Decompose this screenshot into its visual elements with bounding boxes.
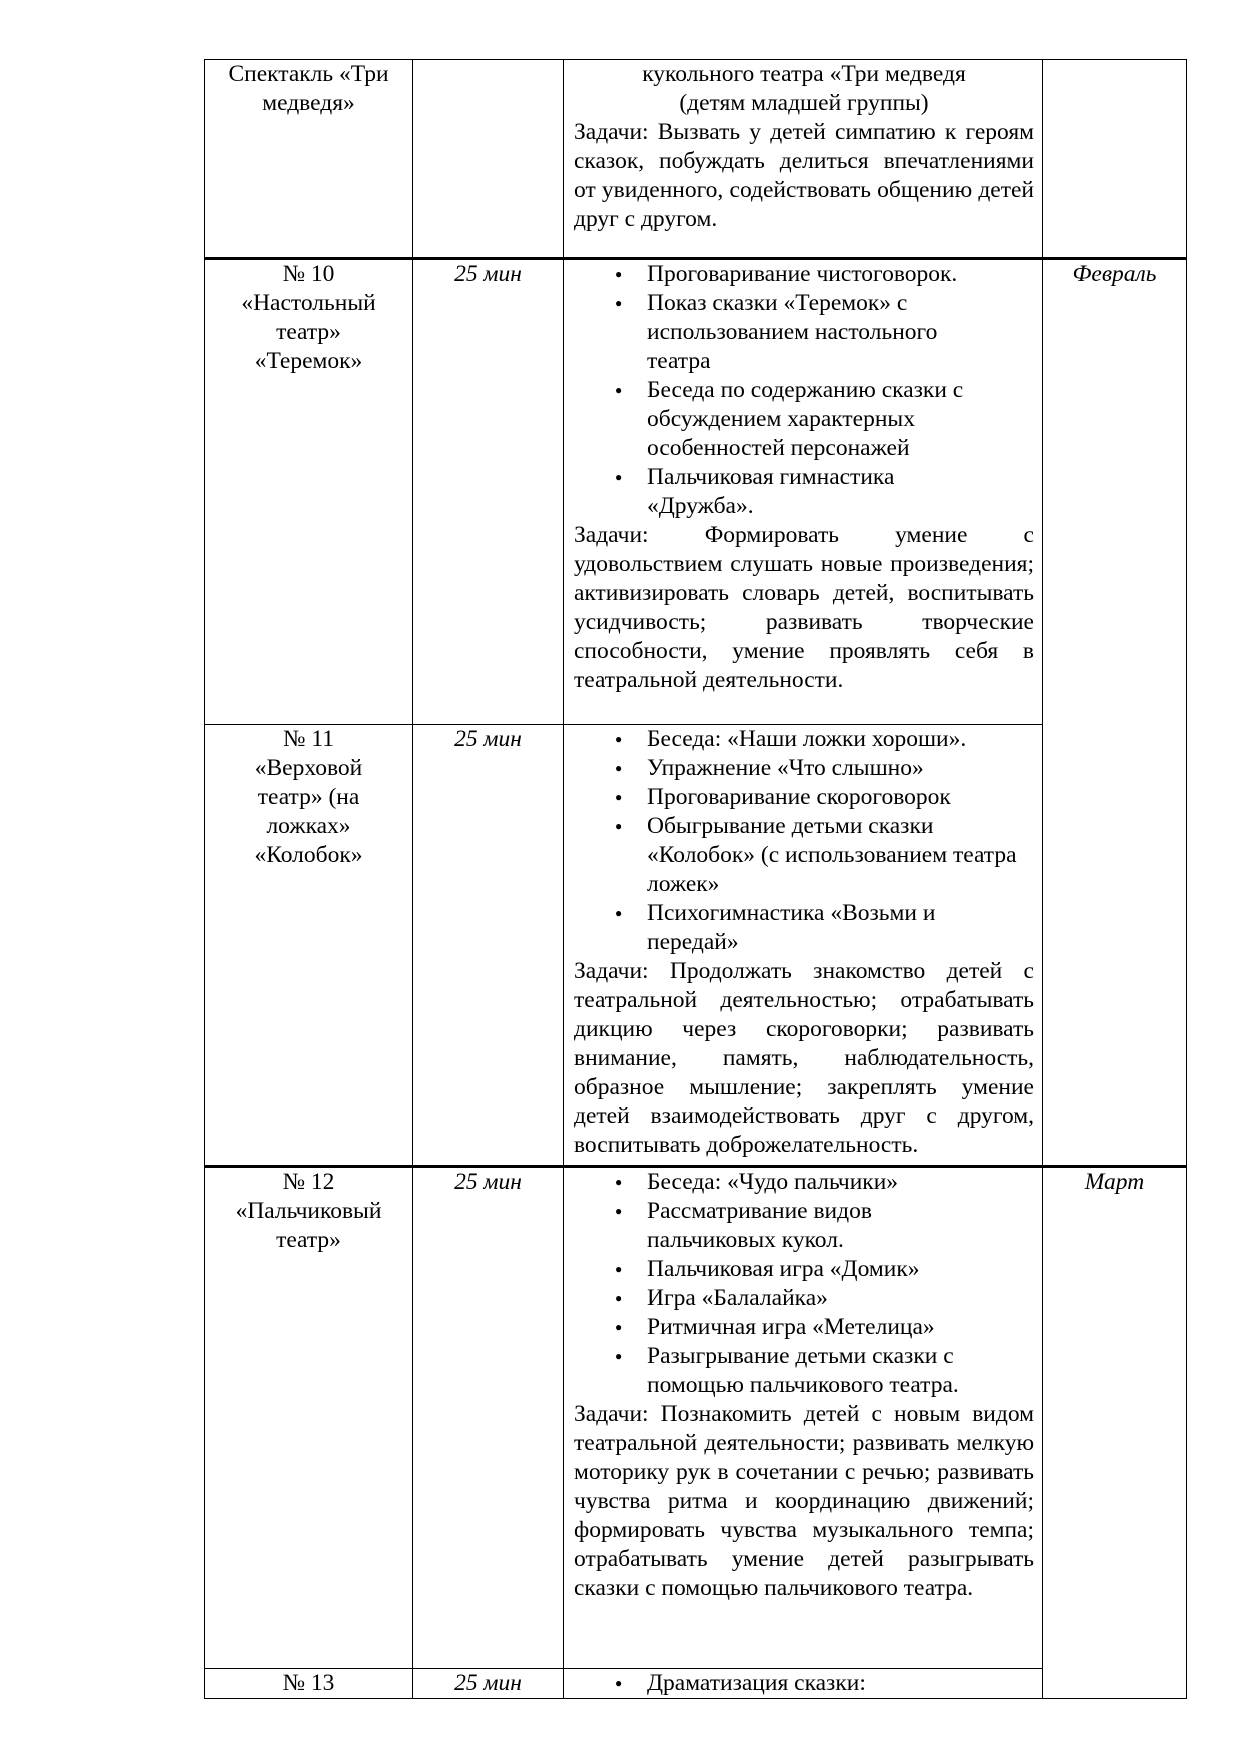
content-cell	[564, 1167, 1043, 1669]
lesson-title: «Пальчиковый театр»	[235, 1198, 382, 1253]
lesson-duration: 25 мин	[454, 1169, 522, 1195]
table-row	[205, 1167, 1187, 1669]
table-row	[205, 259, 1187, 725]
list-item: ● Драматизация сказки:	[647, 1669, 1034, 1698]
activity-list	[574, 725, 1034, 957]
lesson-tasks: Задачи: Вызвать у детей симпатию к героям сказок, побуждать делиться впечатлениями от увиденного, содействовать общению детей друг с другом.	[574, 119, 1034, 232]
list-item: ● Проговаривание скороговорок	[647, 783, 1034, 812]
list-item: ● Разыгрывание детьми сказки с помощью пальчикового театра.	[647, 1342, 1034, 1400]
duration-cell	[413, 60, 564, 259]
table-row	[205, 1669, 1187, 1699]
activity-list	[574, 260, 1034, 521]
lesson-tasks: Задачи: Формировать умение с удовольствием слушать новые произведения; активизировать словарь детей, воспитывать усидчивость; развивать творческие способности, умение проявлять себя в театральной деятельности.	[574, 522, 1034, 693]
lesson-tasks: Задачи: Продолжать знакомство детей с театральной деятельностью; отрабатывать дикцию через скороговорки; развивать внимание, память, наблюдательность, образное мышление; закреплять умение детей взаимодействовать друг с другом, воспитывать доброжелательность.	[574, 958, 1034, 1158]
list-item: ● Упражнение «Что слышно»	[647, 754, 1034, 783]
table-row	[205, 60, 1187, 259]
lesson-duration: 25 мин	[454, 261, 522, 287]
duration-cell	[413, 259, 564, 725]
lesson-title-cell	[205, 1167, 413, 1669]
list-item: ● Проговаривание чистоговорок.	[647, 260, 1034, 289]
lesson-month: Февраль	[1072, 261, 1157, 287]
lesson-tasks: Задачи: Познакомить детей с новым видом театральной деятельности; развивать мелкую моторику рук в сочетании с речью; развивать чувства ритма и координацию движений; формировать чувства музыкального темпа; отрабатывать умение детей разыгрывать сказки с помощью пальчикового театра.	[574, 1401, 1034, 1601]
lesson-duration: 25 мин	[454, 726, 522, 752]
activity-list	[574, 1669, 1034, 1698]
lesson-plan-table	[204, 59, 1187, 1699]
list-item: ● Беседа: «Наши ложки хороши».	[647, 725, 1034, 754]
lesson-title: Спектакль «Три медведя»	[228, 61, 389, 116]
list-item: ● Пальчиковая гимнастика «Дружба».	[647, 463, 1034, 521]
duration-cell	[413, 1669, 564, 1699]
activity-list	[574, 1168, 1034, 1400]
lesson-title-cell	[205, 60, 413, 259]
lesson-title: «Настольный театр» «Теремок»	[241, 290, 376, 374]
content-cell	[564, 725, 1043, 1167]
month-cell	[1043, 60, 1187, 259]
list-item: ● Пальчиковая игра «Домик»	[647, 1255, 1034, 1284]
content-cell	[564, 60, 1043, 259]
lesson-title-cell	[205, 1669, 413, 1699]
lesson-title-cell	[205, 725, 413, 1167]
table-row	[205, 725, 1187, 1167]
list-item: ● Беседа по содержанию сказки с обсуждением характерных особенностей персонажей	[647, 376, 1034, 463]
list-item: ● Показ сказки «Теремок» с использованием настольного театра	[647, 289, 1034, 376]
list-item: ● Ритмичная игра «Метелица»	[647, 1313, 1034, 1342]
lesson-number: № 13	[282, 1670, 335, 1696]
lesson-number: № 12	[282, 1169, 335, 1195]
lesson-duration: 25 мин	[454, 1670, 522, 1696]
lesson-number: № 11	[283, 726, 334, 752]
list-item: ● Игра «Балалайка»	[647, 1284, 1034, 1313]
month-cell	[1043, 1167, 1187, 1699]
list-item: ● Беседа: «Чудо пальчики»	[647, 1168, 1034, 1197]
list-item: ● Обыгрывание детьми сказки «Колобок» (с использованием театра ложек»	[647, 812, 1034, 899]
lesson-month: Март	[1084, 1169, 1145, 1195]
duration-cell	[413, 1167, 564, 1669]
content-intro: кукольного театра «Три медведя (детям младшей группы)	[642, 61, 966, 116]
lesson-number: № 10	[282, 261, 335, 287]
list-item: ● Психогимнастика «Возьми и передай»	[647, 899, 1034, 957]
list-item: ● Рассматривание видов пальчиковых кукол.	[647, 1197, 1034, 1255]
content-cell	[564, 259, 1043, 725]
content-cell	[564, 1669, 1043, 1699]
duration-cell	[413, 725, 564, 1167]
lesson-title-cell	[205, 259, 413, 725]
lesson-title: «Верховой театр» (на ложках» «Колобок»	[254, 755, 363, 868]
month-cell	[1043, 259, 1187, 1167]
